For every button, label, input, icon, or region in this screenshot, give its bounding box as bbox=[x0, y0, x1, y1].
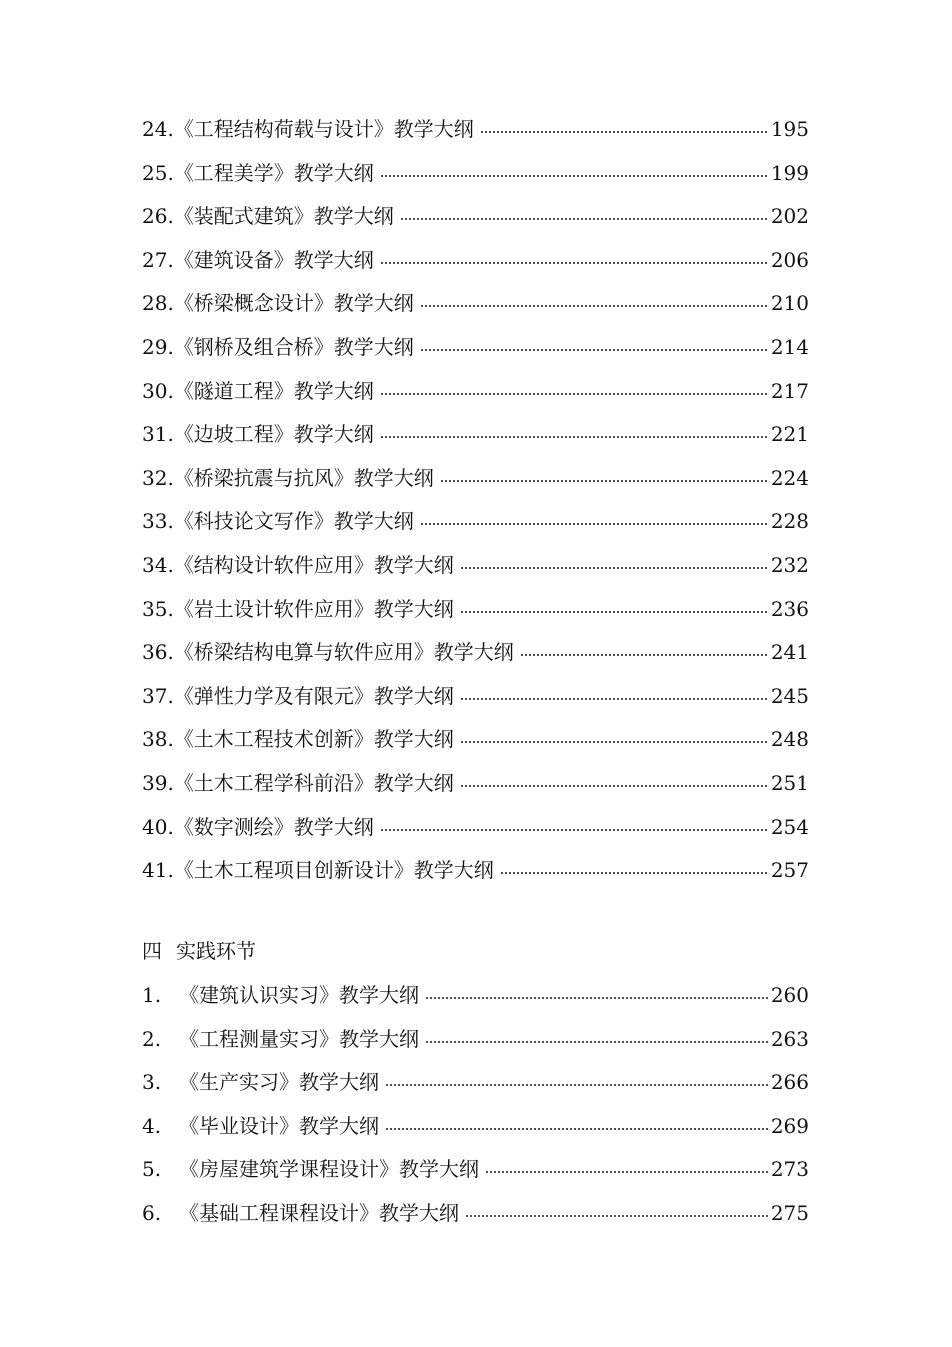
entry-page-number: 257 bbox=[770, 858, 809, 883]
entry-number: 24. bbox=[142, 117, 174, 141]
entry-title: 《基础工程课程设计》教学大纲 bbox=[179, 1200, 459, 1225]
entry-title: 《建筑认识实习》教学大纲 bbox=[179, 983, 419, 1007]
dot-leader bbox=[380, 436, 768, 438]
toc-entry[interactable] bbox=[142, 370, 809, 414]
entry-page-number: 245 bbox=[770, 683, 809, 708]
entry-page-number: 228 bbox=[770, 509, 809, 534]
entry-title: 《桥梁抗震与抗风》教学大纲 bbox=[173, 465, 434, 490]
entry-page-number: 241 bbox=[770, 640, 809, 665]
section-heading-practice bbox=[142, 930, 256, 974]
entry-page-number: 199 bbox=[770, 160, 809, 185]
toc-entry[interactable] bbox=[142, 675, 809, 719]
toc-entry[interactable] bbox=[142, 108, 809, 152]
entry-number: 37. bbox=[142, 683, 174, 708]
entry-number: 4. bbox=[142, 1113, 162, 1138]
entry-title: 《工程美学》教学大纲 bbox=[173, 160, 374, 185]
entry-number: 33. bbox=[142, 509, 174, 534]
dot-leader bbox=[385, 1128, 768, 1130]
dot-leader bbox=[380, 262, 768, 264]
entry-number: 30. bbox=[142, 378, 174, 403]
dot-leader bbox=[420, 523, 768, 525]
entry-title: 《钢桥及组合桥》教学大纲 bbox=[173, 334, 414, 359]
entry-title: 《桥梁结构电算与软件应用》教学大纲 bbox=[173, 640, 514, 665]
entry-page-number: 248 bbox=[770, 727, 809, 752]
dot-leader bbox=[440, 480, 768, 482]
entry-number: 3. bbox=[142, 1070, 162, 1095]
entry-number: 26. bbox=[142, 204, 174, 229]
entry-page-number: 217 bbox=[770, 378, 809, 403]
toc-entry[interactable] bbox=[142, 413, 809, 457]
dot-leader bbox=[485, 1171, 768, 1173]
entry-title: 《装配式建筑》教学大纲 bbox=[173, 204, 394, 229]
dot-leader bbox=[425, 1041, 768, 1043]
entry-title: 《生产实习》教学大纲 bbox=[179, 1070, 379, 1095]
entry-number: 40. bbox=[142, 814, 174, 839]
dot-leader bbox=[420, 305, 768, 307]
dot-leader bbox=[460, 567, 768, 569]
toc-entry[interactable] bbox=[142, 152, 809, 196]
toc-entry[interactable] bbox=[142, 239, 809, 283]
entry-number: 34. bbox=[142, 552, 174, 577]
dot-leader bbox=[380, 829, 768, 831]
entry-number: 38. bbox=[142, 727, 174, 752]
entry-number: 25. bbox=[142, 160, 174, 185]
toc-entry[interactable] bbox=[142, 588, 809, 632]
dot-leader bbox=[425, 997, 768, 999]
toc-entry[interactable] bbox=[142, 195, 809, 239]
entry-page-number: 202 bbox=[770, 204, 809, 229]
dot-leader bbox=[460, 785, 768, 787]
entry-title: 《弹性力学及有限元》教学大纲 bbox=[173, 683, 454, 708]
entry-page-number: 260 bbox=[770, 983, 809, 1007]
entry-page-number: 275 bbox=[770, 1200, 809, 1225]
dot-leader bbox=[460, 741, 768, 743]
toc-entry[interactable] bbox=[142, 326, 809, 370]
dot-leader bbox=[500, 872, 768, 874]
entry-title: 《土木工程技术创新》教学大纲 bbox=[173, 727, 454, 752]
dot-leader bbox=[400, 218, 768, 220]
toc-entry[interactable] bbox=[142, 1105, 809, 1149]
toc-entry[interactable] bbox=[142, 1018, 809, 1062]
entry-title: 《房屋建筑学课程设计》教学大纲 bbox=[179, 1157, 479, 1182]
toc-entry[interactable] bbox=[142, 1148, 809, 1192]
dot-leader bbox=[460, 611, 768, 613]
toc-list bbox=[142, 974, 809, 1236]
toc-entry[interactable] bbox=[142, 806, 809, 850]
entry-title: 《建筑设备》教学大纲 bbox=[173, 247, 374, 272]
toc-entry[interactable] bbox=[142, 631, 809, 675]
entry-number: 5. bbox=[142, 1157, 162, 1182]
entry-title: 《土木工程项目创新设计》教学大纲 bbox=[173, 858, 494, 883]
entry-page-number: 266 bbox=[770, 1070, 809, 1095]
toc-entry[interactable] bbox=[142, 457, 809, 501]
toc-entry[interactable] bbox=[142, 849, 809, 893]
entry-title: 《隧道工程》教学大纲 bbox=[173, 378, 374, 403]
entry-title: 《工程结构荷载与设计》教学大纲 bbox=[173, 117, 474, 141]
toc-section-courses bbox=[142, 108, 809, 893]
toc-entry[interactable] bbox=[142, 282, 809, 326]
dot-leader bbox=[420, 349, 768, 351]
toc-entry[interactable] bbox=[142, 500, 809, 544]
entry-number: 31. bbox=[142, 422, 174, 447]
entry-page-number: 232 bbox=[770, 552, 809, 577]
dot-leader bbox=[380, 175, 768, 177]
entry-page-number: 263 bbox=[770, 1026, 809, 1051]
section-title: 实践环节 bbox=[176, 939, 256, 963]
entry-page-number: 221 bbox=[770, 422, 809, 447]
dot-leader bbox=[385, 1084, 768, 1086]
entry-page-number: 206 bbox=[770, 247, 809, 272]
entry-number: 41. bbox=[142, 858, 174, 883]
entry-number: 28. bbox=[142, 291, 174, 316]
entry-number: 29. bbox=[142, 334, 174, 359]
entry-page-number: 254 bbox=[770, 814, 809, 839]
entry-title: 《工程测量实习》教学大纲 bbox=[179, 1026, 419, 1051]
entry-number: 2. bbox=[142, 1026, 162, 1051]
entry-page-number: 236 bbox=[770, 596, 809, 621]
entry-title: 《结构设计软件应用》教学大纲 bbox=[173, 552, 454, 577]
entry-number: 32. bbox=[142, 465, 174, 490]
entry-number: 39. bbox=[142, 770, 174, 795]
entry-page-number: 214 bbox=[770, 334, 809, 359]
toc-entry[interactable] bbox=[142, 544, 809, 588]
entry-title: 《桥梁概念设计》教学大纲 bbox=[173, 291, 414, 316]
entry-title: 《科技论文写作》教学大纲 bbox=[173, 509, 414, 534]
dot-leader bbox=[520, 654, 768, 656]
entry-page-number: 210 bbox=[770, 291, 809, 316]
entry-number: 27. bbox=[142, 247, 174, 272]
dot-leader bbox=[380, 393, 768, 395]
entry-page-number: 195 bbox=[770, 117, 809, 141]
toc-entry[interactable] bbox=[142, 718, 809, 762]
toc-list bbox=[142, 108, 809, 893]
section-number: 四 bbox=[142, 939, 162, 963]
entry-page-number: 251 bbox=[770, 770, 809, 795]
entry-page-number: 273 bbox=[770, 1157, 809, 1182]
entry-title: 《岩土设计软件应用》教学大纲 bbox=[173, 596, 454, 621]
entry-title: 《土木工程学科前沿》教学大纲 bbox=[173, 770, 454, 795]
toc-entry[interactable] bbox=[142, 1192, 809, 1236]
toc-section-practice bbox=[142, 974, 809, 1236]
entry-title: 《毕业设计》教学大纲 bbox=[179, 1113, 379, 1138]
dot-leader bbox=[460, 698, 768, 700]
entry-number: 36. bbox=[142, 640, 174, 665]
toc-entry[interactable] bbox=[142, 762, 809, 806]
entry-number: 6. bbox=[142, 1200, 162, 1225]
entry-page-number: 224 bbox=[770, 465, 809, 490]
toc-entry[interactable] bbox=[142, 974, 809, 1018]
dot-leader bbox=[480, 131, 768, 133]
dot-leader bbox=[465, 1215, 768, 1217]
toc-entry[interactable] bbox=[142, 1061, 809, 1105]
entry-title: 《边坡工程》教学大纲 bbox=[173, 422, 374, 447]
entry-page-number: 269 bbox=[770, 1113, 809, 1138]
entry-number: 1. bbox=[142, 983, 162, 1007]
entry-number: 35. bbox=[142, 596, 174, 621]
entry-title: 《数字测绘》教学大纲 bbox=[173, 814, 374, 839]
